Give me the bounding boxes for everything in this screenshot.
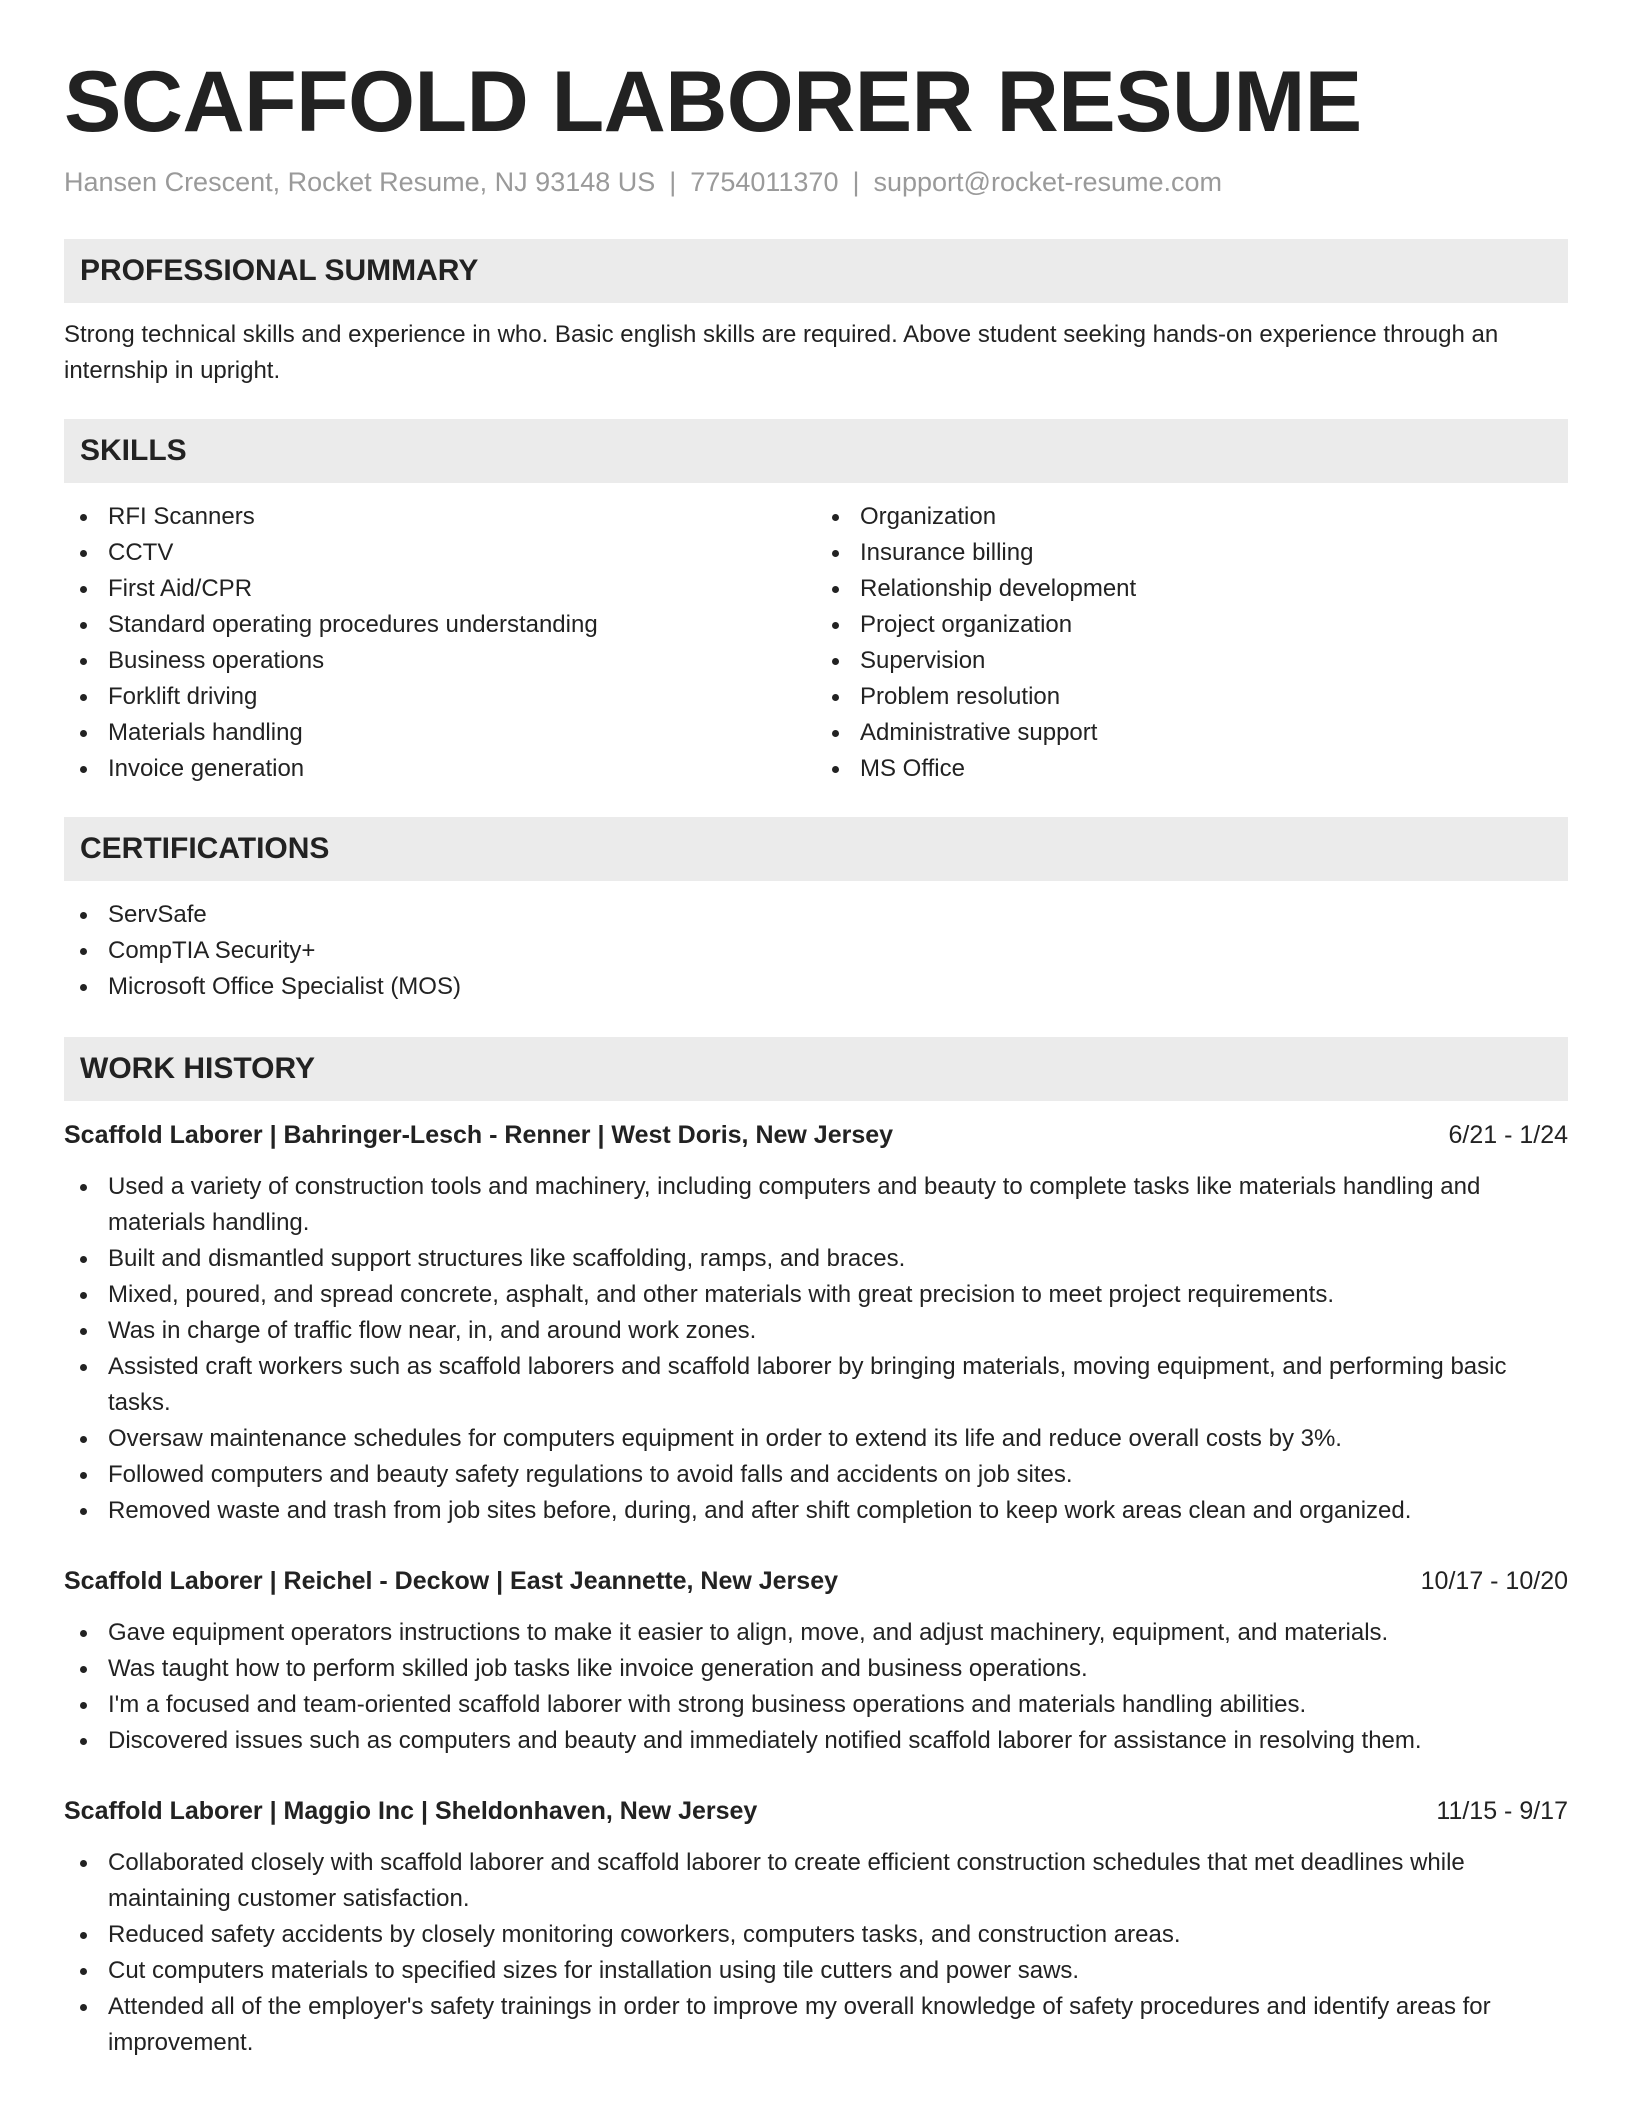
- skill-item: Invoice generation: [64, 751, 816, 787]
- job-bullet: Gave equipment operators instructions to make it easier to align, move, and adjust machinery, equipment, and materials.: [64, 1615, 1568, 1651]
- certification-item: Microsoft Office Specialist (MOS): [64, 969, 1568, 1005]
- certification-item: ServSafe: [64, 897, 1568, 933]
- job-bullets: [64, 1615, 1568, 1759]
- job-bullets: [64, 1169, 1568, 1529]
- job-dates: 11/15 - 9/17: [1436, 1797, 1568, 1825]
- job-bullet: Collaborated closely with scaffold laborer and scaffold laborer to create efficient construction schedules that met deadlines while maintaining customer satisfaction.: [64, 1845, 1568, 1917]
- work-history-section: [64, 1037, 1568, 2061]
- job-entry: [64, 1563, 1568, 1759]
- certification-item: CompTIA Security+: [64, 933, 1568, 969]
- contact-phone: 7754011370: [690, 167, 839, 197]
- skill-item: Problem resolution: [816, 679, 1568, 715]
- job-bullet: Discovered issues such as computers and beauty and immediately notified scaffold laborer for assistance in resolving them.: [64, 1723, 1568, 1759]
- summary-heading: PROFESSIONAL SUMMARY: [64, 239, 1568, 303]
- contact-line: [64, 162, 1568, 202]
- contact-separator: |: [669, 167, 677, 197]
- summary-section: [64, 239, 1568, 389]
- job-title: Scaffold Laborer | Maggio Inc | Sheldonhaven, New Jersey: [64, 1797, 758, 1825]
- job-title: Scaffold Laborer | Reichel - Deckow | East Jeannette, New Jersey: [64, 1567, 838, 1595]
- job-bullet: Mixed, poured, and spread concrete, asphalt, and other materials with great precision to meet project requirements.: [64, 1277, 1568, 1313]
- skills-left-list: [64, 499, 816, 787]
- job-bullet: I'm a focused and team-oriented scaffold laborer with strong business operations and materials handling abilities.: [64, 1687, 1568, 1723]
- skill-item: Business operations: [64, 643, 816, 679]
- job-bullet: Cut computers materials to specified sizes for installation using tile cutters and power saws.: [64, 1953, 1568, 1989]
- skill-item: MS Office: [816, 751, 1568, 787]
- job-dates: 10/17 - 10/20: [1420, 1567, 1568, 1595]
- certifications-heading: CERTIFICATIONS: [64, 817, 1568, 881]
- job-bullet: Was taught how to perform skilled job tasks like invoice generation and business operations.: [64, 1651, 1568, 1687]
- job-header: [64, 1117, 1568, 1153]
- skill-item: Supervision: [816, 643, 1568, 679]
- contact-separator: |: [852, 167, 860, 197]
- skill-item: Project organization: [816, 607, 1568, 643]
- job-bullet: Removed waste and trash from job sites before, during, and after shift completion to keep work areas clean and organized.: [64, 1493, 1568, 1529]
- skill-item: Standard operating procedures understanding: [64, 607, 816, 643]
- skills-right-list: [816, 499, 1568, 787]
- contact-email: support@rocket-resume.com: [873, 167, 1223, 197]
- skill-item: Forklift driving: [64, 679, 816, 715]
- job-header: [64, 1793, 1568, 1829]
- job-bullet: Was in charge of traffic flow near, in, and around work zones.: [64, 1313, 1568, 1349]
- skill-item: Organization: [816, 499, 1568, 535]
- contact-address: Hansen Crescent, Rocket Resume, NJ 93148 US: [64, 167, 656, 197]
- skill-item: Insurance billing: [816, 535, 1568, 571]
- job-entry: [64, 1793, 1568, 2061]
- skill-item: RFI Scanners: [64, 499, 816, 535]
- certifications-section: [64, 817, 1568, 1005]
- skills-heading: SKILLS: [64, 419, 1568, 483]
- skill-item: Administrative support: [816, 715, 1568, 751]
- certifications-list: [64, 897, 1568, 1005]
- skills-section: [64, 419, 1568, 787]
- job-bullet: Followed computers and beauty safety regulations to avoid falls and accidents on job sites.: [64, 1457, 1568, 1493]
- work-history-heading: WORK HISTORY: [64, 1037, 1568, 1101]
- job-bullet: Used a variety of construction tools and machinery, including computers and beauty to complete tasks like materials handling and materials handling.: [64, 1169, 1568, 1241]
- job-bullet: Attended all of the employer's safety trainings in order to improve my overall knowledge of safety procedures and identify areas for improvement.: [64, 1989, 1568, 2061]
- skill-item: First Aid/CPR: [64, 571, 816, 607]
- job-bullet: Reduced safety accidents by closely monitoring coworkers, computers tasks, and construction areas.: [64, 1917, 1568, 1953]
- job-entry: [64, 1117, 1568, 1529]
- job-bullet: Oversaw maintenance schedules for computers equipment in order to extend its life and reduce overall costs by 3%.: [64, 1421, 1568, 1457]
- summary-text: Strong technical skills and experience in who. Basic english skills are required. Above student seeking hands-on experience through an internship in upright.: [64, 321, 1499, 384]
- job-title: Scaffold Laborer | Bahringer-Lesch - Renner | West Doris, New Jersey: [64, 1121, 894, 1149]
- skill-item: CCTV: [64, 535, 816, 571]
- job-bullets: [64, 1845, 1568, 2061]
- skills-grid: [64, 499, 1568, 787]
- resume-title: SCAFFOLD LABORER RESUME: [64, 54, 1362, 150]
- job-bullet: Built and dismantled support structures like scaffolding, ramps, and braces.: [64, 1241, 1568, 1277]
- skill-item: Materials handling: [64, 715, 816, 751]
- job-header: [64, 1563, 1568, 1599]
- skill-item: Relationship development: [816, 571, 1568, 607]
- job-bullet: Assisted craft workers such as scaffold laborers and scaffold laborer by bringing materials, moving equipment, and performing basic tasks.: [64, 1349, 1568, 1421]
- job-dates: 6/21 - 1/24: [1448, 1121, 1568, 1149]
